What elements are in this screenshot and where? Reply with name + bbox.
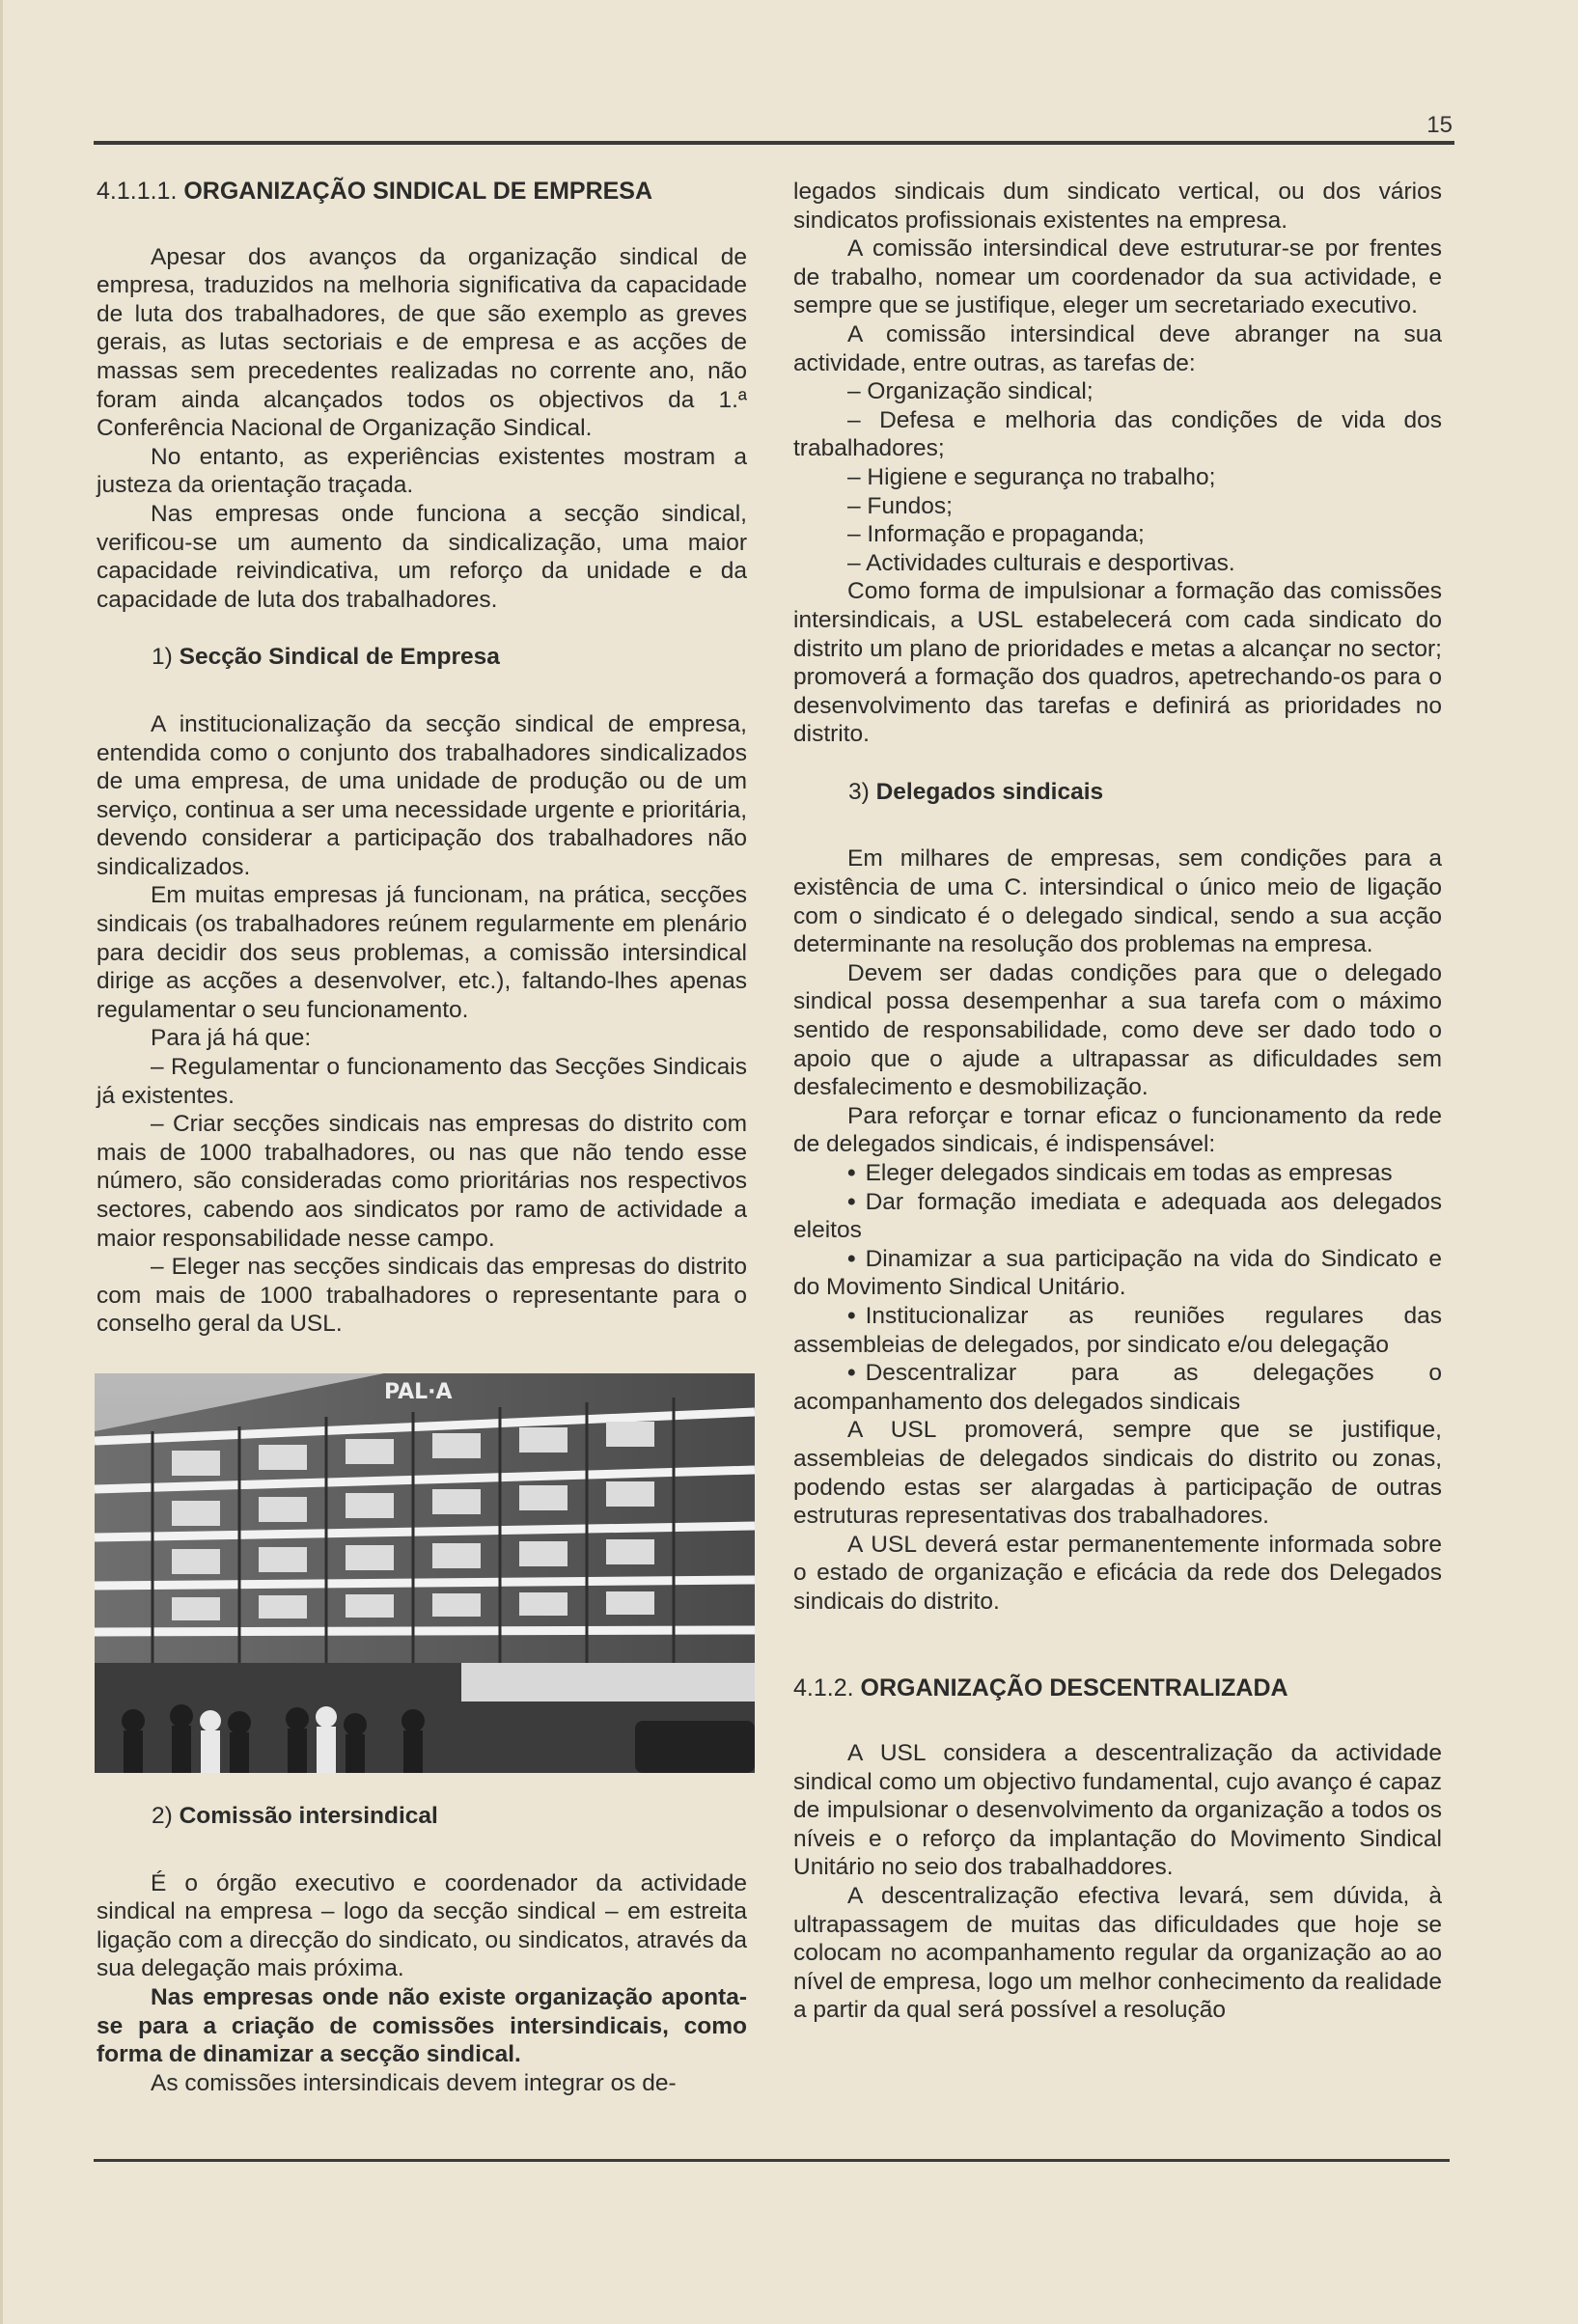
photo-sign-text: PAL·A xyxy=(384,1379,453,1404)
dash-item: – Eleger nas secções sindicais das empresas do distrito com mais de 1000 trabalhadores o representante para o conselho geral da USL. xyxy=(97,1254,747,1338)
subsection-heading-seccao-sindical xyxy=(152,643,747,672)
bullet-icon: • xyxy=(847,1360,856,1387)
task-item: – Organização sindical; xyxy=(847,378,1094,405)
bullet-icon: • xyxy=(847,1302,856,1329)
bullet-item: • Dar formação imediata e adequada aos delegados eleitos xyxy=(793,1188,1442,1244)
paragraph: A USL deverá estar permanentemente informada sobre o estado de organização e eficácia da rede dos Delegados sindicais do distrito. xyxy=(793,1531,1442,1615)
dash-item: – Criar secções sindicais nas empresas do distrito com mais de 1000 trabalhadores, ou nas que não tendo esse número, são consideradas como prioritárias nos respectivos sectores, cabendo aos sindicatos por ramo de actividade a maior responsabilidade nesse campo. xyxy=(97,1111,747,1252)
task-item: – Actividades culturais e desportivas. xyxy=(847,549,1235,576)
paragraph: legados sindicais dum sindicato vertical, ou dos vários sindicatos profissionais existentes na empresa. xyxy=(793,179,1442,234)
subsection-title: Delegados sindicais xyxy=(875,778,1104,805)
section-number: 4.1.1.1. xyxy=(97,178,178,205)
paragraph: Em muitas empresas já funcionam, na prática, secções sindicais (os trabalhadores reúnem regularmente em plenário para decidir dos seus problemas, a comissão intersindical dirige as acções a desenvolver, etc.), faltando-lhes apenas regulamentar o seu funcionamento. xyxy=(97,882,747,1023)
subsection-number: 3) xyxy=(848,778,870,805)
paragraph: As comissões intersindicais devem integrar os de- xyxy=(151,2069,677,2096)
paragraph: Em milhares de empresas, sem condições para a existência de uma C. intersindical o único meio de ligação com o sindicato é o delegado sindical, sendo a sua acção determinante na resolução dos problemas na empresa. xyxy=(793,845,1442,958)
subsection-number: 2) xyxy=(152,1802,173,1829)
task-item: – Higiene e segurança no trabalho; xyxy=(847,463,1216,490)
task-item: – Fundos; xyxy=(847,492,953,519)
building-photo-illustration xyxy=(95,1373,755,1773)
paragraph: A institucionalização da secção sindical de empresa, entendida como o conjunto dos trabalhadores sindicalizados de uma empresa, de uma unidade de produção ou de um serviço, continua a ser uma necessidade urgente e prioritária, devendo considerar a participação dos trabalhadores não sindicalizados. xyxy=(97,710,747,880)
paragraph: A USL promoverá, sempre que se justifique, assembleias de delegados sindicais do distrito ou zonas, podendo estas ser alargadas à participação de outras estruturas representativas dos trabalhadores. xyxy=(793,1417,1442,1530)
paragraph: No entanto, as experiências existentes mostram a justeza da orientação traçada. xyxy=(97,443,747,499)
bold-paragraph: Nas empresas onde não existe organização aponta-se para a criação de comissões intersindicais, como forma de dinamizar a secção sindical. xyxy=(97,1983,747,2068)
subsection-title: Comissão intersindical xyxy=(179,1802,438,1829)
paragraph: Para já há que: xyxy=(151,1025,312,1052)
paragraph: Devem ser dadas condições para que o delegado sindical possa desempenhar a sua tarefa com o máximo sentido de responsabilidade, como deve ser dado todo o apoio que o ajude a ultrapassar as dificuldades sem desfalecimento e desmobilização. xyxy=(793,959,1442,1101)
paragraph: A comissão intersindical deve estruturar-se por frentes de trabalho, nomear um coordenador da sua actividade, e sempre que se justifique, eleger um secretariado executivo. xyxy=(793,235,1442,319)
bullet-item: • Institucionalizar as reuniões regulares das assembleias de delegados, por sindicato e/ou delegação xyxy=(793,1302,1442,1358)
left-column xyxy=(97,178,747,2097)
page-number: 15 xyxy=(1426,112,1453,138)
paragraph: É o órgão executivo e coordenador da actividade sindical na empresa – logo da secção sindical – em estreita ligação com a direcção do sindicato, ou sindicatos, através da sua delegação mais próxima. xyxy=(97,1869,747,1982)
dash-item: – Regulamentar o funcionamento das Secções Sindicais já existentes. xyxy=(97,1054,747,1109)
paragraph: Para reforçar e tornar eficaz o funcionamento da rede de delegados sindicais, é indispensável: xyxy=(793,1102,1442,1158)
paragraph: Nas empresas onde funciona a secção sindical, verificou-se um aumento da sindicalização, uma maior capacidade reivindicativa, um reforço da unidade e da capacidade de luta dos trabalhadores. xyxy=(97,500,747,613)
bullet-icon: • xyxy=(847,1245,856,1272)
paragraph: Apesar dos avanços da organização sindical de empresa, traduzidos na melhoria significativa da capacidade de luta dos trabalhadores, de que são exemplo as greves gerais, as lutas sectoriais e de empresa e as acções de massas sem precedentes realizadas no corrente ano, não foram ainda alcançados todos os objectivos da 1.ª Conferência Nacional de Organização Sindical. xyxy=(97,243,747,442)
bullet-item: • Descentralizar para as delegações o acompanhamento dos delegados sindicais xyxy=(793,1360,1442,1415)
task-item: – Defesa e melhoria das condições de vida dos trabalhadores; xyxy=(793,406,1442,462)
section-title-4-1-1-1 xyxy=(97,178,747,207)
bottom-rule xyxy=(94,2159,1450,2162)
section-title-text: ORGANIZAÇÃO SINDICAL DE EMPRESA xyxy=(183,178,653,205)
subsection-heading-delegados-sindicais xyxy=(848,778,1442,807)
paragraph: A USL considera a descentralização da actividade sindical como um objectivo fundamental, cujo avanço é capaz de impulsionar o desenvolvimento da organização a todos os níveis e o reforço da implantação do Movimento Sindical Unitário no seio dos trabalhaddores. xyxy=(793,1740,1442,1881)
top-rule xyxy=(94,141,1454,145)
bullet-item: • Eleger delegados sindicais em todas as empresas xyxy=(847,1160,1393,1186)
bullet-icon: • xyxy=(847,1188,856,1215)
paragraph: Como forma de impulsionar a formação das comissões intersindicais, a USL estabelecerá com cada sindicato do distrito um plano de prioridades e metas a alcançar no sector; promoverá a formação dos quadros, apetrechando-os para o desenvolvimento das tarefas e definirá as prioridades no distrito. xyxy=(793,578,1442,748)
section-title-text: ORGANIZAÇÃO DESCENTRALIZADA xyxy=(860,1674,1288,1702)
bullet-item: • Dinamizar a sua participação na vida do Sindicato e do Movimento Sindical Unitário. xyxy=(793,1245,1442,1301)
paragraph: A descentralização efectiva levará, sem dúvida, à ultrapassagem de muitas das dificuldades que hoje se colocam no acompanhamento regular da organização ao ao nível de empresa, logo um melhor conhecimento da realidade a partir da qual será possível a resolução xyxy=(793,1883,1442,2024)
bullet-icon: • xyxy=(847,1160,856,1186)
section-title-4-1-2 xyxy=(793,1674,1442,1703)
subsection-heading-comissao-intersindical xyxy=(152,1802,747,1831)
right-column xyxy=(793,178,1442,2025)
building-photo xyxy=(95,1373,755,1773)
paragraph: A comissão intersindical deve abranger na sua actividade, entre outras, as tarefas de: xyxy=(793,320,1442,376)
task-item: – Informação e propaganda; xyxy=(847,521,1145,548)
subsection-title: Secção Sindical de Empresa xyxy=(179,644,500,671)
section-number: 4.1.2. xyxy=(793,1674,854,1702)
subsection-number: 1) xyxy=(152,644,173,671)
